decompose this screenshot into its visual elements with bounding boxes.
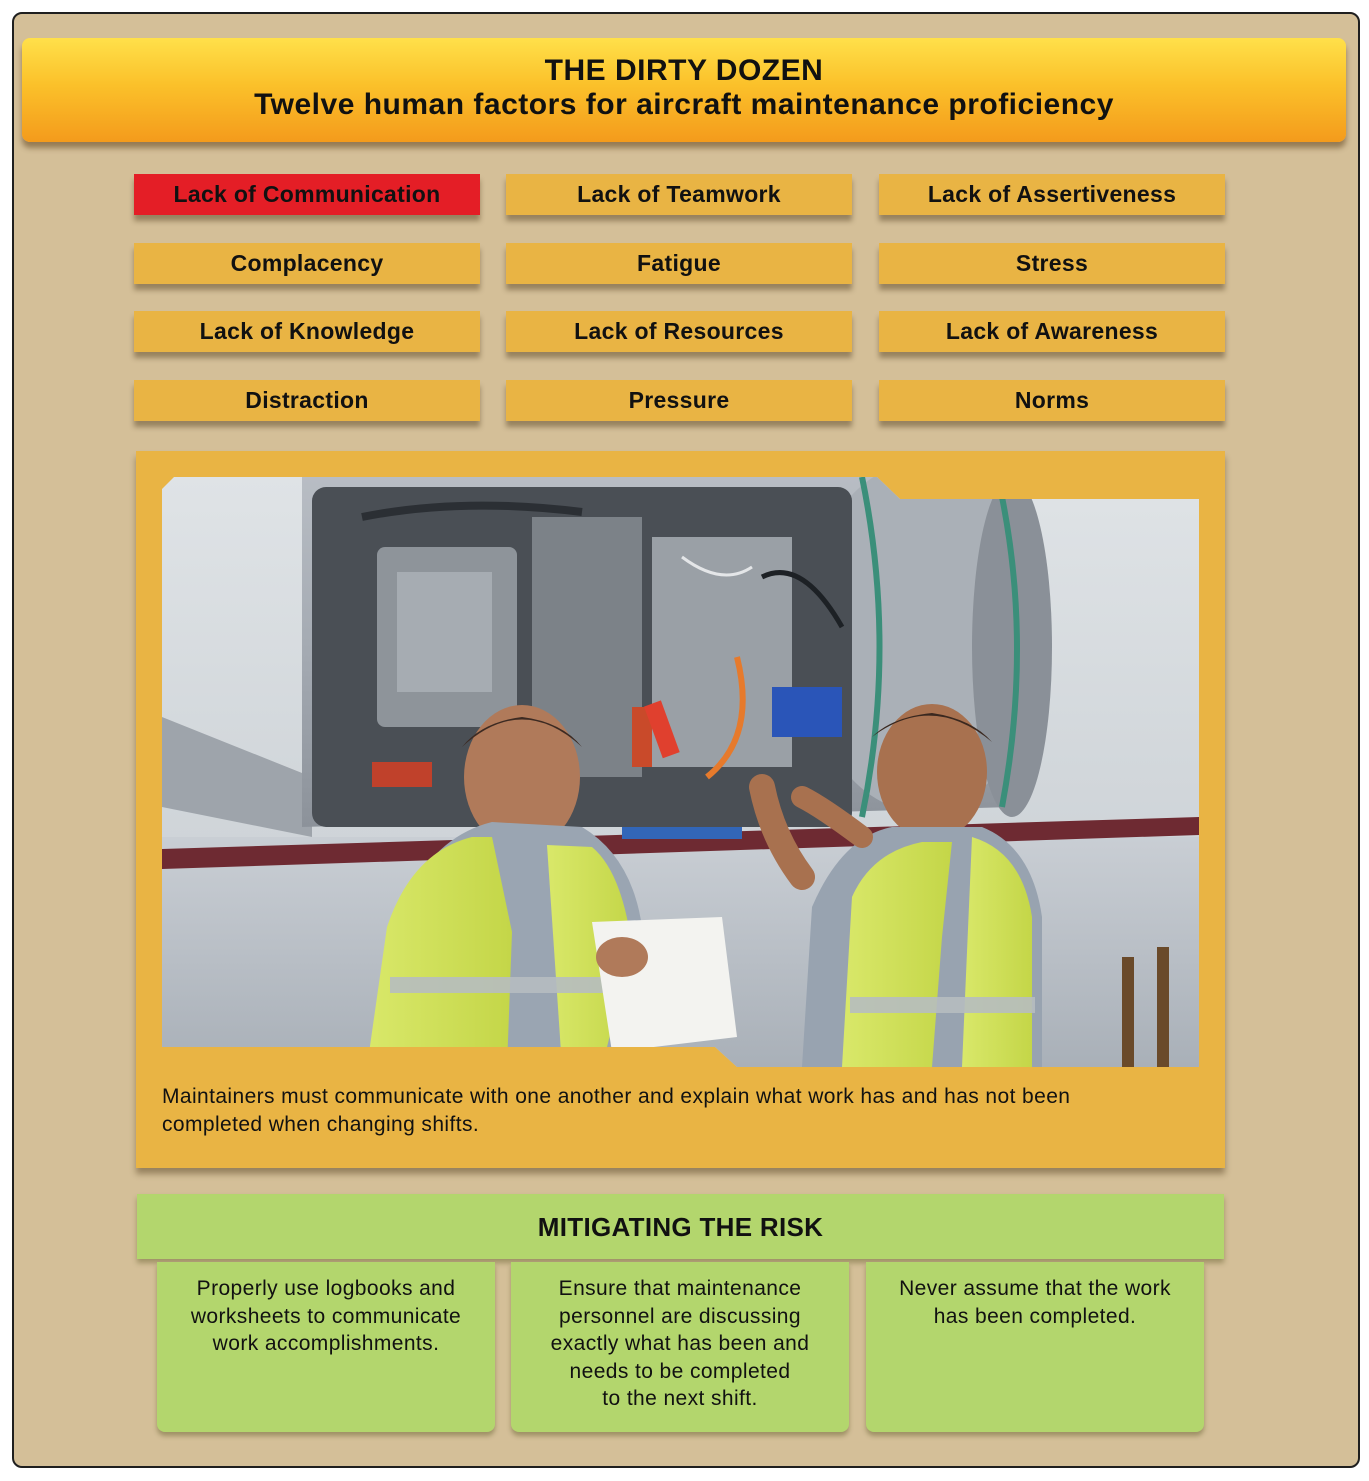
factor-lack-of-resources[interactable]: Lack of Resources [506,311,852,352]
mitigation-item-2-line-3: exactly what has been and [550,1332,810,1355]
panel-caption [162,1083,1202,1139]
mitigation-item-3 [866,1262,1204,1432]
mitigation-item-3-line-1: Never assume that the work [899,1277,1171,1300]
mitigation-item-2-line-4: needs to be completed [569,1359,791,1383]
factor-stress[interactable]: Stress [879,243,1225,284]
mitigation-item-1-line-3: work accomplishments. [212,1332,440,1355]
page-subtitle: Twelve human factors for aircraft maintenance proficiency [254,88,1114,121]
factor-norms[interactable]: Norms [879,380,1225,421]
mitigation-item-2-line-1: Ensure that maintenance [558,1277,802,1300]
factor-lack-of-teamwork[interactable]: Lack of Teamwork [506,174,852,215]
mitigation-item-2-line-2: personnel are discussing [559,1304,801,1328]
caption-line-2: completed when changing shifts. [162,1113,480,1136]
factor-lack-of-assertiveness[interactable]: Lack of Assertiveness [879,174,1225,215]
factor-lack-of-awareness[interactable]: Lack of Awareness [879,311,1225,352]
mitigation-heading: MITIGATING THE RISK [137,1194,1224,1259]
mitigation-item-1-line-2: worksheets to communicate [190,1304,462,1328]
factor-pressure[interactable]: Pressure [506,380,852,421]
factor-lack-of-communication[interactable]: Lack of Communication [134,174,480,215]
factor-complacency[interactable]: Complacency [134,243,480,284]
title-banner [22,38,1346,142]
mitigation-item-1-line-1: Properly use logbooks and [196,1277,456,1300]
mitigation-item-3-line-2: has been completed. [933,1304,1137,1328]
mitigation-item-1 [157,1262,495,1432]
factor-fatigue[interactable]: Fatigue [506,243,852,284]
mitigation-item-2 [511,1262,849,1432]
maintenance-photo [162,477,1199,1067]
caption-line-1: Maintainers must communicate with one another and explain what work has and has not been [162,1085,1071,1108]
mitigation-item-2-line-5: to the next shift. [602,1387,758,1410]
factor-distraction[interactable]: Distraction [134,380,480,421]
factor-lack-of-knowledge[interactable]: Lack of Knowledge [134,311,480,352]
page-title: THE DIRTY DOZEN [544,54,824,87]
